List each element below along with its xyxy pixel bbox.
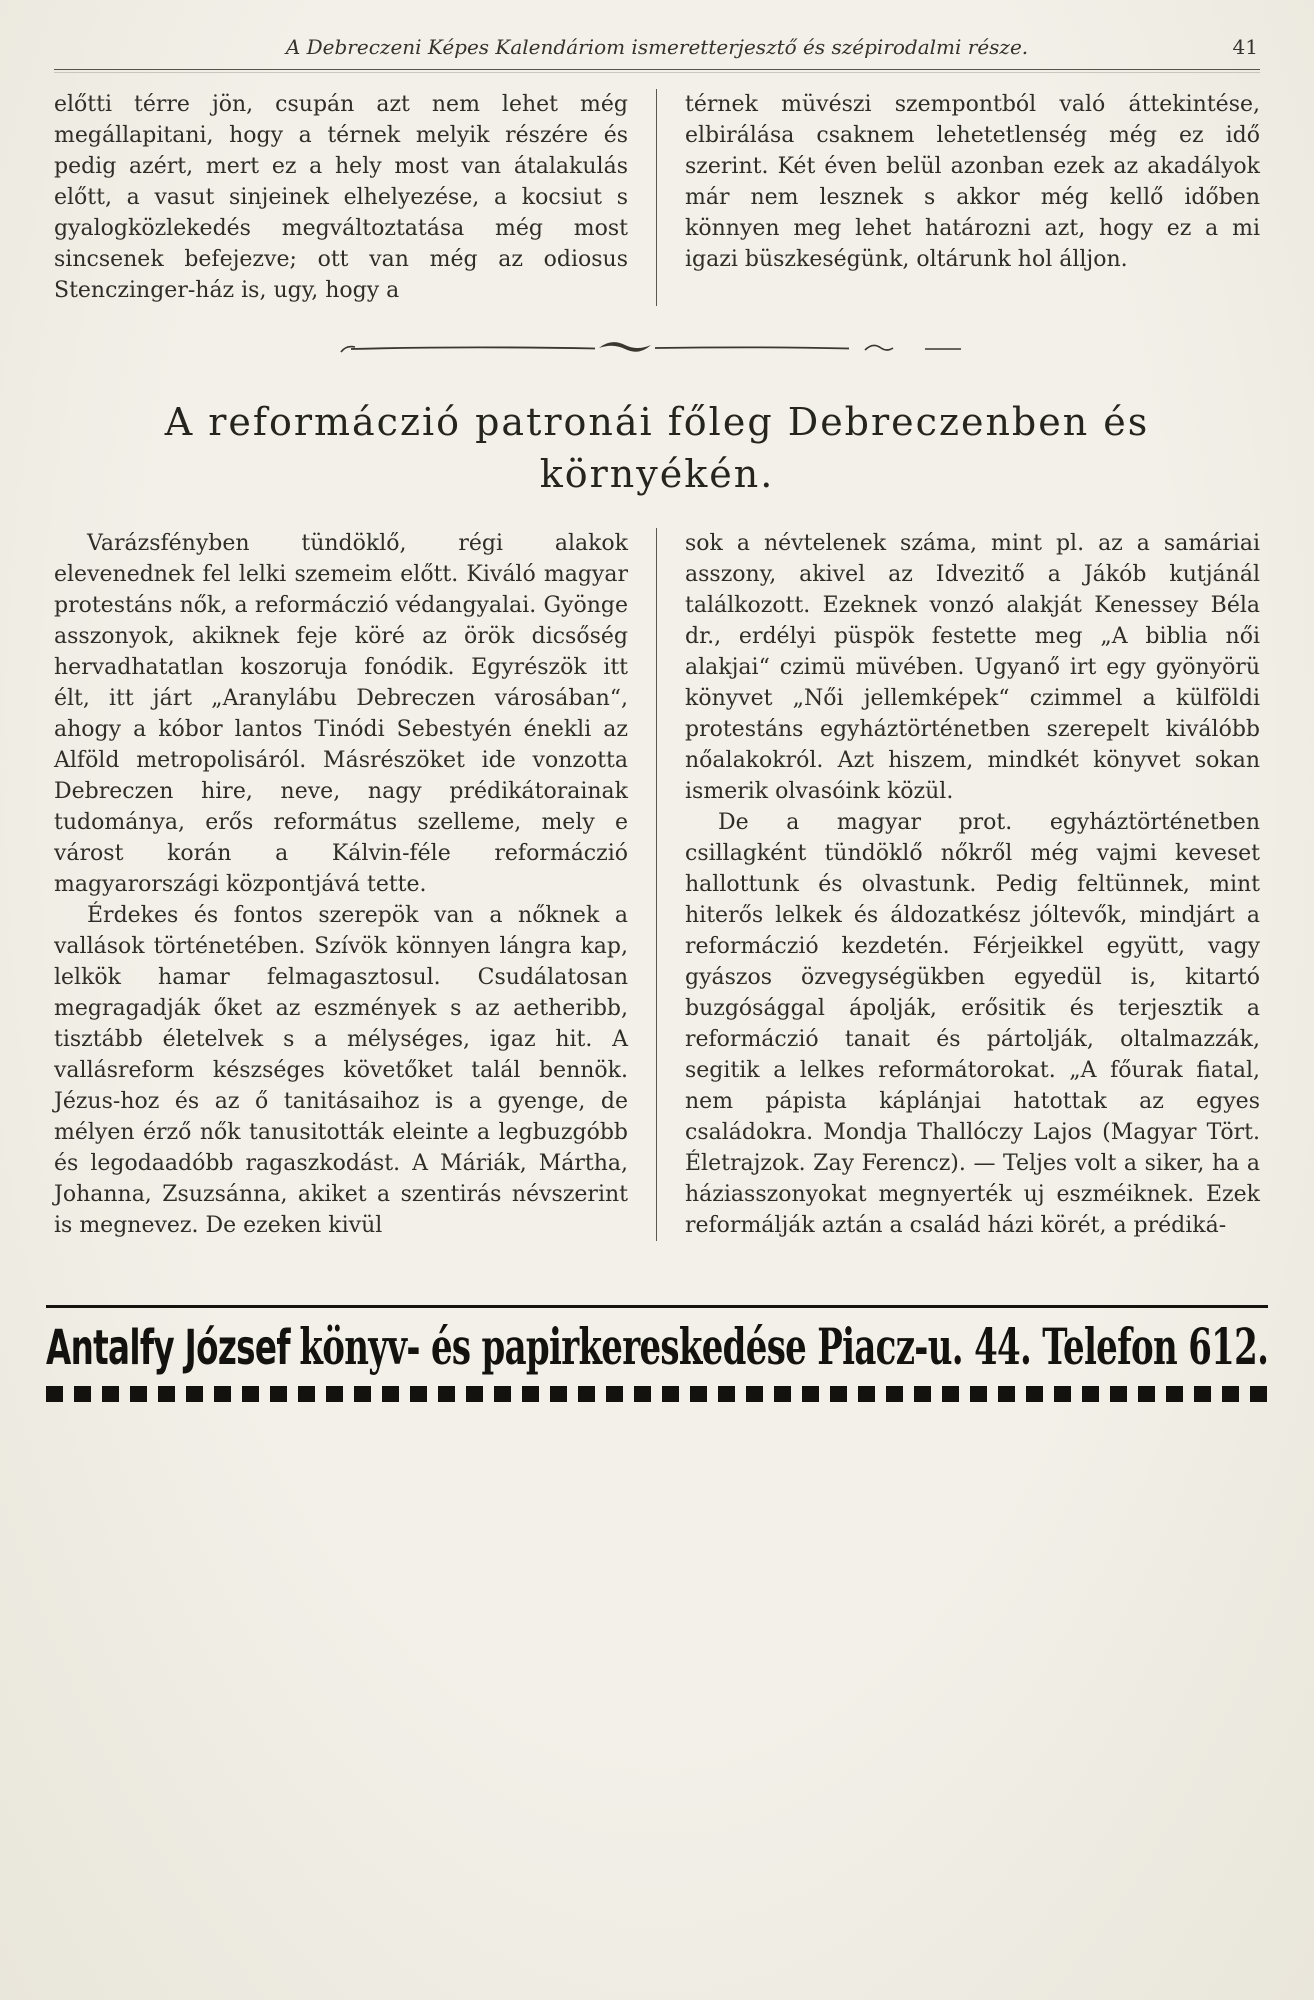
- header-rule: [54, 69, 1260, 73]
- article-title: A reformáczió patronái főleg Debreczenben és környékén.: [164, 400, 1150, 496]
- paragraph: De a magyar prot. egyháztörténetben csillagként tündöklő nőkről még vajmi keveset hallottunk és olvastunk. Pedig feltünnek, mint hiterős lelkek és áldozatkész jóltevők, mindjárt a reformáczió kezdetén. Férjeikkel együtt, vagy gyászos özvegységükben egyedül is, kitartó buzgósággal ápolják, erősitik és terjesztik a reformáczió tanait és pártolják, oltalmazzák, segitik a lelkes reformátorokat. „A főurak fiatal, nem pápista káplánjai hatottak az egyes családokra. Mondja Thallóczy Lajos (Magyar Tört. Életrajzok. Zay Ferencz). — Teljes volt a siker, ha a háziasszonyokat megnyerték uj eszméiknek. Ezek reformálják aztán a család házi körét, a prédiká-: [685, 810, 1260, 1238]
- ad-squares-border: [46, 1386, 1268, 1402]
- main-right-column: [657, 528, 1260, 1241]
- ornamental-divider-icon: [337, 336, 977, 362]
- ad-advertiser-name: Antalfy József: [46, 1320, 290, 1376]
- ad-description: könyv- és papirkereskedése Piacz-u. 44. Telefon 612.: [299, 1317, 1269, 1376]
- main-article-body: [54, 528, 1260, 1241]
- page-number: 41: [1232, 35, 1258, 59]
- continuation-right-column: [657, 89, 1260, 306]
- running-header: [54, 34, 1260, 60]
- main-left-column: [54, 528, 657, 1241]
- paragraph: Érdekes és fontos szerepök van a nőknek a vallások történetében. Szívök könnyen lángra kap, lelkök hamar felmagasztosul. Csudálatosan megragadják őket az eszmények s az aetheribb, tisztább életelvek s a mélységes, igaz hit. A vallásreform készséges követőket talál bennök. Jézus-hoz és az ő tanitásaihoz is a gyenge, de mélyen érző nők tanusitották eleinte a legbuzgóbb és legodaadóbb ragaszkodást. A Máriák, Mártha, Johanna, Zsuzsánna, akiket a szentirás névszerint is megnevez. De ezeken kivül: [54, 903, 628, 1238]
- running-header-title: A Debreczeni Képes Kalendáriom ismeretterjesztő és szépirodalmi része.: [285, 35, 1029, 59]
- paragraph: térnek müvészi szempontból való áttekintése, elbirálása csaknem lehetetlenség még ez idő szerint. Két éven belül azonban ezek az akadályok már nem lesznek s akkor még kellő időben könnyen meg lehet határozni azt, hogy ez a mi igazi büszkeségünk, oltárunk hol álljon.: [685, 92, 1260, 272]
- ad-line: [46, 1317, 1269, 1376]
- paragraph: sok a névtelenek száma, mint pl. az a samáriai asszony, akivel az Idvezitő a Jákób kutjánál találkozott. Ezeknek vonzó alakját Kenessey Béla dr., erdélyi püspök festette meg „A biblia női alakjai“ czimü müvében. Ugyanő irt egy gyönyörü könyvet „Női jellemképek“ czimmel a külföldi protestáns egyháztörténetben szerepelt kiválóbb nőalakokról. Azt hiszem, mindkét könyvet sokan ismerik olvasóink közül.: [685, 531, 1260, 804]
- advertisement: [46, 1305, 1268, 1402]
- ad-top-rule: [46, 1305, 1268, 1308]
- paragraph: előtti térre jön, csupán azt nem lehet még megállapitani, hogy a térnek melyik részére és pedig azért, mert ez a hely most van átalakulás előtt, a vasut sinjeinek elhelyezése, a kocsiut s gyalogközlekedés megváltoztatása még most sincsenek befejezve; ott van még az odiosus Stenczinger-ház is, ugy, hogy a: [54, 92, 628, 303]
- paragraph: Varázsfényben tündöklő, régi alakok elevenednek fel lelki szemeim előtt. Kiváló magyar protestáns nők, a reformáczió védangyalai. Gyönge asszonyok, akiknek feje köré az örök dicsőség hervadhatatlan koszoruja fonódik. Egyrészök itt élt, itt járt „Aranylábu Debreczen városában“, ahogy a kóbor lantos Tinódi Sebestyén énekli az Alföld metropolisáról. Másrészöket ide vonzotta Debreczen hire, neve, nagy prédikátorainak tudománya, erős református szelleme, mely e várost korán a Kálvin-féle reformáczió magyarországi központjává tette.: [54, 531, 628, 897]
- article-continuation: [54, 89, 1260, 306]
- continuation-left-column: [54, 89, 657, 306]
